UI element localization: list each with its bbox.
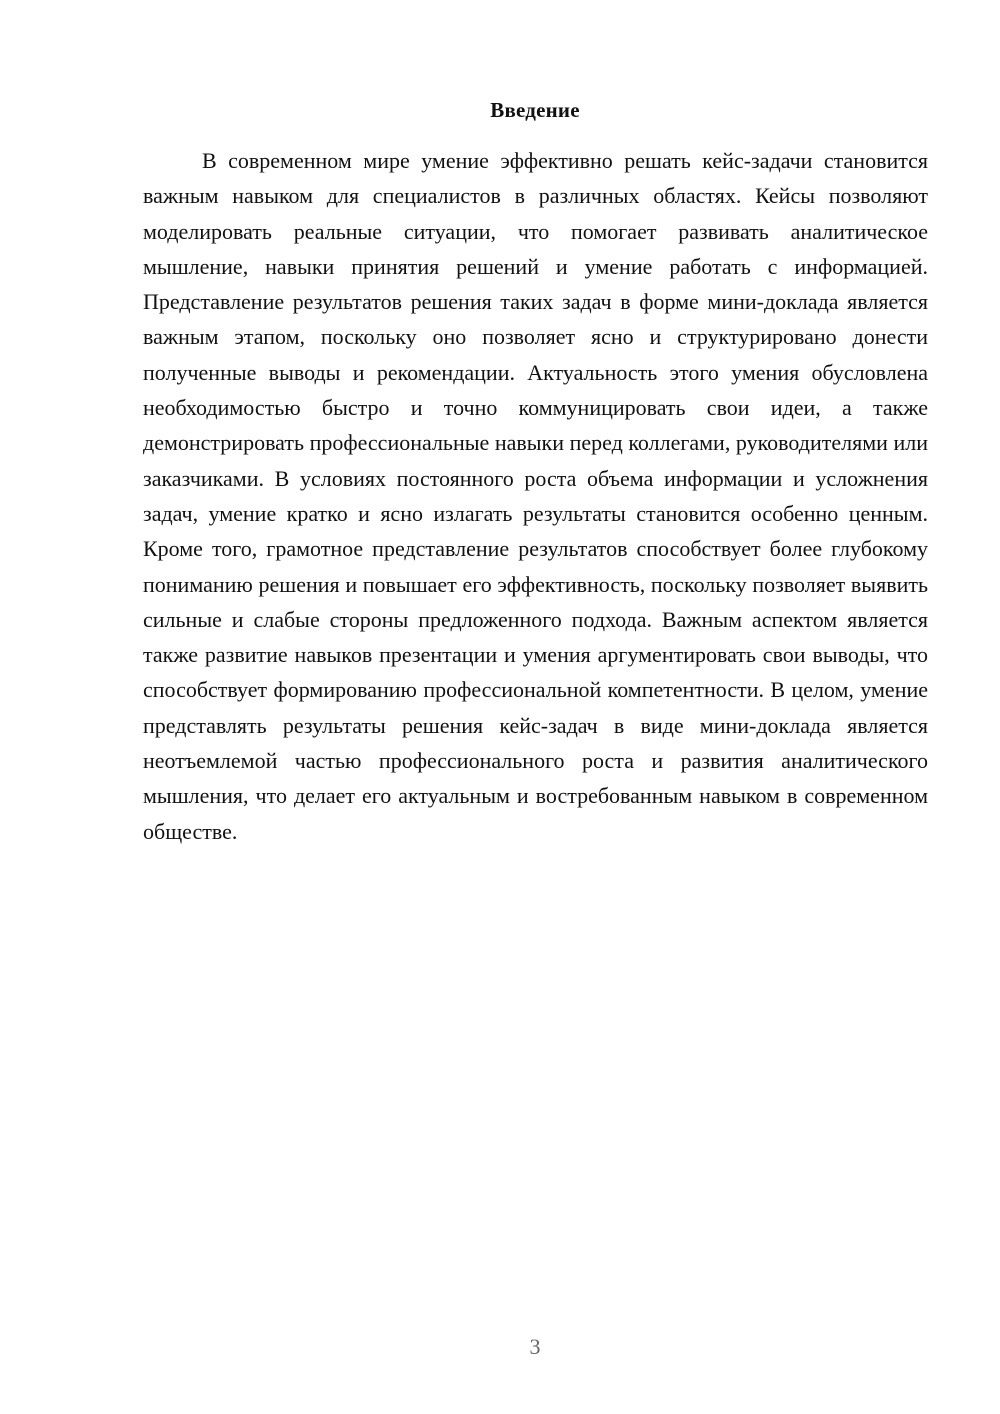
page-number: 3 <box>529 1334 541 1359</box>
body-paragraph: В современном мире умение эффективно решать кейс-задачи становится важным навыком для специалистов в различных областях. Кейсы позволяют моделировать реальные ситуации, что помогает развивать аналитическое мышление, навыки принятия решений и умение работать с информацией. Представление результатов решения таких задач в форме мини-доклада является важным этапом, поскольку оно позволяет ясно и структурировано донести полученные выводы и рекомендации. Актуальность этого умения обусловлена необходимостью быстро и точно коммуницировать свои идеи, а также демонстрировать профессиональные навыки перед коллегами, руководителями или заказчиками. В условиях постоянного роста объема информации и усложнения задач, умение кратко и ясно излагать результаты становится особенно ценным. Кроме того, грамотное представление результатов способствует более глубокому пониманию решения и повышает его эффективность, поскольку позволяет выявить сильные и слабые стороны предложенного подхода. Важным аспектом является также развитие навыков презентации и умения аргументировать свои выводы, что способствует формированию профессиональной компетентности. В целом, умение представлять результаты решения кейс-задач в виде мини-доклада является неотъемлемой частью профессионального роста и развития аналитического мышления, что делает его актуальным и востребованным навыком в современном обществе. <box>143 148 928 844</box>
section-heading: Введение <box>490 98 580 122</box>
